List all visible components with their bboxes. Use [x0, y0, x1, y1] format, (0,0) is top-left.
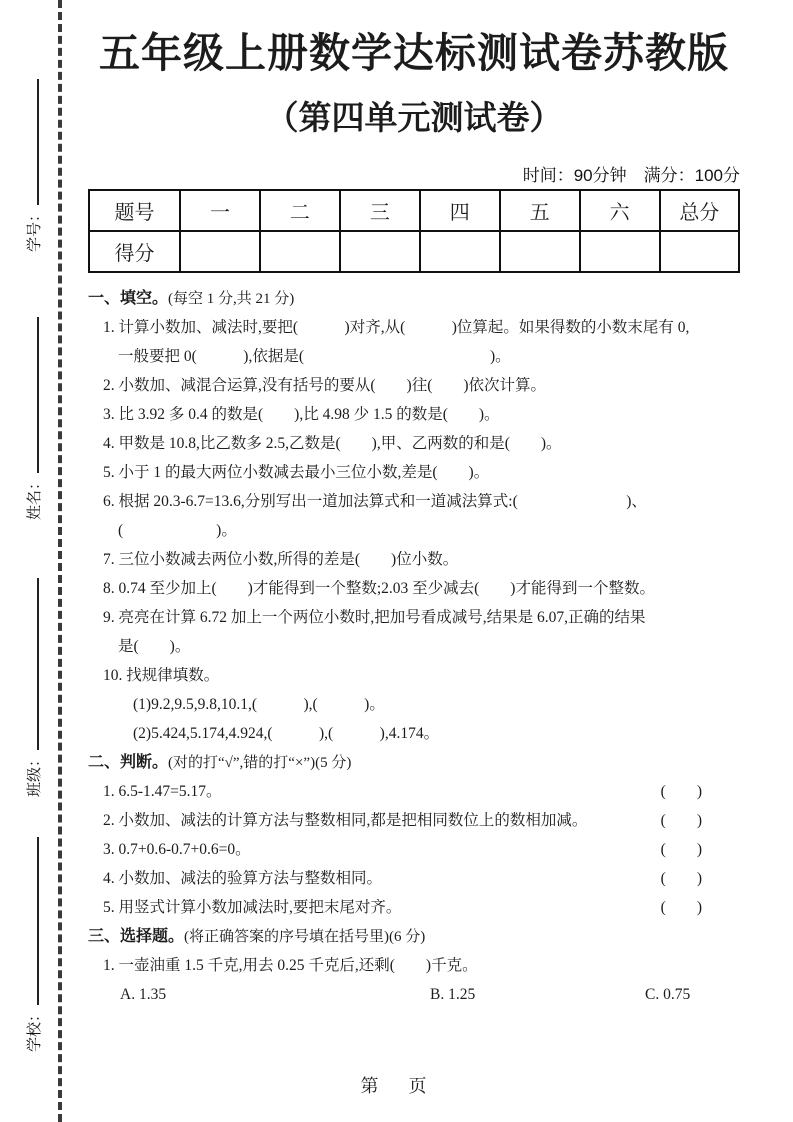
page-title: 五年级上册数学达标测试卷苏教版 — [99, 30, 729, 76]
section-heading-note: (将正确答案的序号填在括号里)(6 分) — [184, 929, 426, 946]
student-name-field — [20, 317, 50, 520]
student-id-label: 学号： — [26, 206, 43, 252]
class-blank-line — [23, 578, 39, 750]
question-line — [88, 777, 740, 806]
class-field — [20, 578, 50, 797]
question-line — [88, 806, 740, 835]
question-col-cell: 总分 — [660, 190, 739, 231]
question-text: 1. 6.5-1.47=5.17。 — [103, 783, 222, 801]
question-line — [88, 400, 740, 429]
score-cell — [500, 231, 580, 272]
question-text: 4. 小数加、减法的验算方法与整数相同。 — [103, 870, 383, 888]
option-label: C. 0.75 — [645, 986, 691, 1004]
dashed-fold-line — [58, 0, 62, 1122]
question-line — [88, 516, 740, 545]
section-heading — [88, 922, 740, 951]
question-line — [88, 313, 740, 342]
question-line — [88, 719, 740, 748]
student-name-label: 姓名： — [26, 474, 43, 520]
question-line — [88, 951, 740, 980]
question-sections — [88, 284, 740, 1009]
question-text: 6. 根据 20.3-6.7=13.6,分别写出一道加法算式和一道减法算式:( )、 — [103, 493, 647, 511]
question-line — [88, 864, 740, 893]
question-line — [88, 545, 740, 574]
question-text: (1)9.2,9.5,9.8,10.1,( ),( )。 — [133, 696, 385, 714]
score-cell — [260, 231, 340, 272]
section — [88, 748, 740, 922]
row-label-cell: 题号 — [89, 190, 180, 231]
question-line — [88, 429, 740, 458]
question-text: 5. 小于 1 的最大两位小数减去最小三位小数,差是( )。 — [103, 464, 490, 482]
question-col-cell: 一 — [180, 190, 260, 231]
question-col-cell: 二 — [260, 190, 340, 231]
answer-bracket: ( ) — [660, 783, 702, 801]
student-id-field — [20, 79, 50, 252]
question-line — [88, 574, 740, 603]
section-heading-note: (每空 1 分,共 21 分) — [168, 291, 295, 308]
question-text: 3. 0.7+0.6-0.7+0.6=0。 — [103, 841, 251, 859]
option-label: A. 1.35 — [120, 986, 167, 1004]
question-line — [88, 487, 740, 516]
section-heading-title: 三、选择题。 — [88, 928, 185, 946]
question-text: 8. 0.74 至少加上( )才能得到一个整数;2.03 至少减去( )才能得到一个整数。 — [103, 580, 655, 598]
question-text: ( )。 — [118, 522, 237, 540]
question-text: 4. 甲数是 10.8,比乙数多 2.5,乙数是( ),甲、乙两数的和是( )。 — [103, 435, 562, 453]
question-line — [88, 603, 740, 632]
page-footer: 第 页 — [360, 1076, 433, 1096]
question-col-cell: 六 — [580, 190, 660, 231]
row-label-cell: 得分 — [89, 231, 180, 272]
question-text: 1. 一壶油重 1.5 千克,用去 0.25 千克后,还剩( )千克。 — [103, 957, 478, 975]
paper-content — [88, 0, 740, 1009]
question-number-row — [89, 190, 739, 231]
score-cell — [660, 231, 739, 272]
class-label: 班级： — [26, 751, 43, 797]
question-line — [88, 661, 740, 690]
question-text: 2. 小数加、减法的计算方法与整数相同,都是把相同数位上的数相加减。 — [103, 812, 588, 830]
question-line — [88, 371, 740, 400]
choice-options-row — [88, 980, 740, 1009]
question-text: 10. 找规律填数。 — [103, 667, 220, 685]
exam-meta: 时间：90分钟 满分：100分 — [522, 166, 740, 186]
score-row — [89, 231, 739, 272]
answer-bracket: ( ) — [660, 812, 702, 830]
school-field — [20, 837, 50, 1052]
question-text: 3. 比 3.92 多 0.4 的数是( ),比 4.98 少 1.5 的数是( )。 — [103, 406, 500, 424]
question-text: 是( )。 — [118, 638, 191, 656]
school-label: 学校： — [26, 1006, 43, 1052]
student-id-blank-line — [23, 79, 39, 205]
section-heading-title: 二、判断。 — [88, 754, 169, 772]
score-cell — [580, 231, 660, 272]
answer-bracket: ( ) — [660, 870, 702, 888]
question-line — [88, 632, 740, 661]
section-heading — [88, 748, 740, 777]
question-line — [88, 835, 740, 864]
question-line — [88, 690, 740, 719]
section — [88, 284, 740, 748]
school-blank-line — [23, 837, 39, 1005]
page-subtitle: （第四单元测试卷） — [265, 99, 563, 137]
question-text: 2. 小数加、减混合运算,没有括号的要从( )往( )依次计算。 — [103, 377, 547, 395]
question-text: 1. 计算小数加、减法时,要把( )对齐,从( )位算起。如果得数的小数末尾有 0, — [103, 319, 690, 337]
score-cell — [180, 231, 260, 272]
question-col-cell: 四 — [420, 190, 500, 231]
question-text: 9. 亮亮在计算 6.72 加上一个两位小数时,把加号看成减号,结果是 6.07,正确的结果 — [103, 609, 646, 627]
question-text: 一般要把 0( ),依据是( )。 — [118, 348, 511, 366]
answer-bracket: ( ) — [660, 841, 702, 859]
answer-bracket: ( ) — [660, 899, 702, 917]
question-text: 5. 用竖式计算小数加减法时,要把末尾对齐。 — [103, 899, 402, 917]
question-col-cell: 五 — [500, 190, 580, 231]
question-text: (2)5.424,5.174,4.924,( ),( ),4.174。 — [133, 725, 440, 743]
option-label: B. 1.25 — [430, 986, 476, 1004]
question-line — [88, 893, 740, 922]
question-text: 7. 三位小数减去两位小数,所得的差是( )位小数。 — [103, 551, 459, 569]
section-heading-note: (对的打“√”,错的打“×”)(5 分) — [168, 755, 352, 772]
score-table-body — [89, 190, 739, 272]
section-heading-title: 一、填空。 — [88, 290, 169, 308]
student-name-blank-line — [23, 317, 39, 473]
score-table — [88, 189, 740, 273]
section-heading — [88, 284, 740, 313]
section — [88, 922, 740, 1009]
question-col-cell: 三 — [340, 190, 420, 231]
score-cell — [420, 231, 500, 272]
question-line — [88, 458, 740, 487]
score-cell — [340, 231, 420, 272]
question-line — [88, 342, 740, 371]
